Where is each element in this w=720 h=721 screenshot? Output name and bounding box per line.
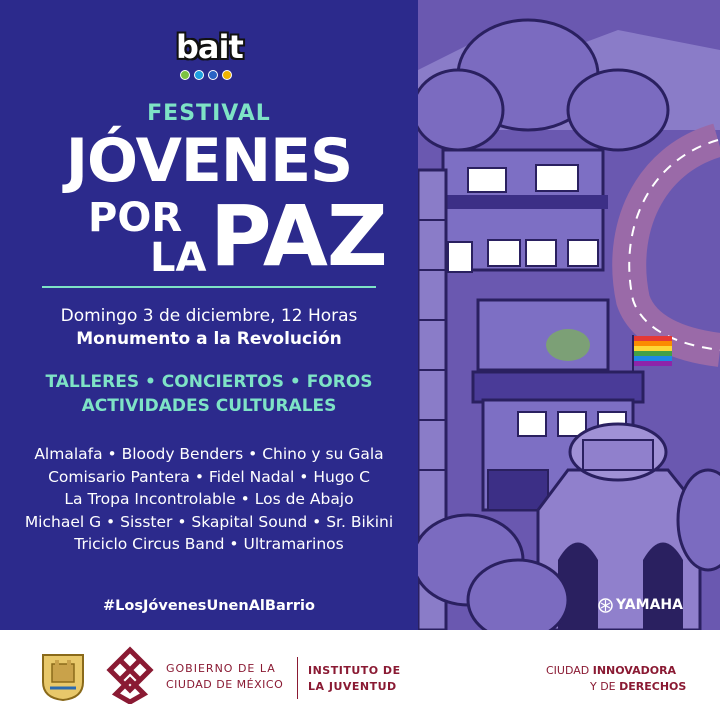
yamaha-text: YAMAHA	[616, 597, 683, 613]
ciudad-text-b: INNOVADORA	[592, 664, 677, 677]
bait-logo-text: bait	[176, 28, 243, 66]
title-paz: PAZ	[210, 187, 387, 285]
bait-logo	[170, 26, 254, 82]
ciudad-text-c: Y DE	[590, 680, 620, 693]
title-la: LA	[150, 235, 207, 281]
instituto-line-2: LA JUVENTUD	[308, 680, 397, 693]
ciudad-line-2	[590, 680, 686, 693]
cdmx-shield-icon	[40, 652, 86, 702]
lineup-line-2: Comisario Pantera • Fidel Nadal • Hugo C	[48, 468, 370, 486]
event-place: Monumento a la Revolución	[76, 329, 342, 349]
gobierno-line-2: CIUDAD DE MÉXICO	[166, 678, 284, 691]
city-illustration	[418, 0, 720, 630]
title-jovenes: JÓVENES	[65, 126, 353, 196]
yamaha-logo	[598, 597, 683, 613]
festival-label: FESTIVAL	[147, 101, 271, 126]
ciudad-line-1	[546, 664, 676, 677]
illustration-panel	[418, 0, 720, 630]
bait-dots-icon	[180, 70, 232, 80]
footer-separator	[297, 657, 298, 699]
lineup-line-4: Michael G • Sisster • Skapital Sound • Sr. Bikini	[24, 513, 394, 531]
activities-line-1: TALLERES • CONCIERTOS • FOROS	[45, 372, 373, 392]
gobierno-line-1: GOBIERNO DE LA	[166, 662, 276, 675]
lineup-line-5: Triciclo Circus Band • Ultramarinos	[74, 535, 344, 553]
lineup-line-1: Almalafa • Bloody Benders • Chino y su Gala	[34, 445, 384, 463]
cdmx-knot-icon	[104, 646, 156, 704]
event-date: Domingo 3 de diciembre, 12 Horas	[60, 306, 358, 326]
ciudad-text-a: CIUDAD	[546, 664, 593, 677]
instituto-line-1: INSTITUTO DE	[308, 664, 401, 677]
divider	[42, 286, 376, 288]
lineup-line-3: La Tropa Incontrolable • Los de Abajo	[64, 490, 354, 508]
title-por: POR	[88, 195, 183, 241]
ciudad-text-d: DERECHOS	[619, 680, 687, 693]
activities-line-2: ACTIVIDADES CULTURALES	[81, 396, 337, 416]
hashtag: #LosJóvenesUnenAlBarrio	[103, 598, 315, 614]
yamaha-logo-icon	[598, 598, 613, 613]
